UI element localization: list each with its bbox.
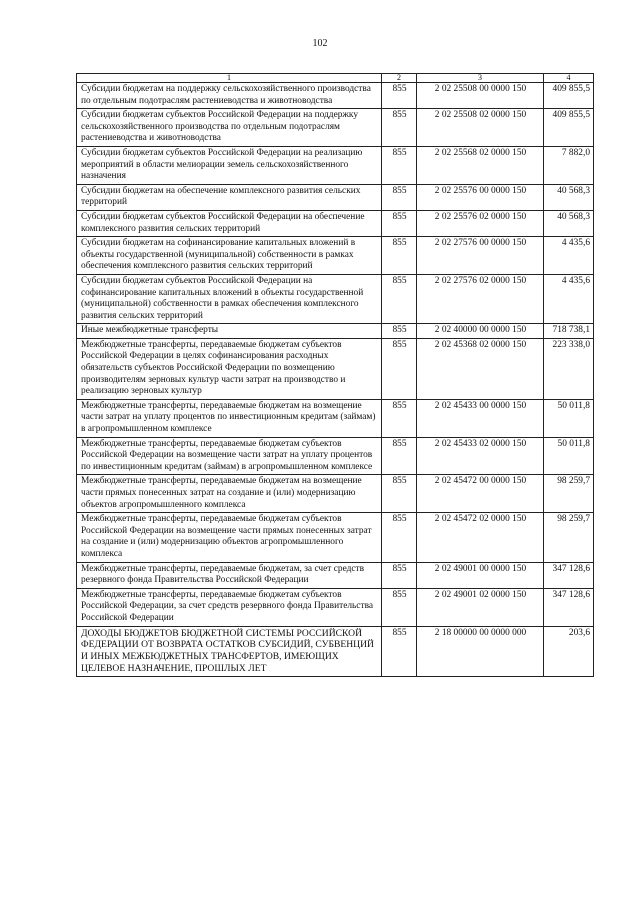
row-admin-code-cell: 855 (382, 588, 417, 626)
table-row (77, 210, 594, 236)
row-name-cell: Межбюджетные трансферты, передаваемые бюджетам, за счет средств резервного фонда Правительства Российской Федерации (77, 562, 382, 588)
row-admin-code-cell: 855 (382, 184, 417, 210)
row-admin-code-cell: 855 (382, 274, 417, 323)
table-row (77, 475, 594, 513)
table-row (77, 83, 594, 109)
row-amount-cell: 7 882,0 (544, 146, 594, 184)
row-admin-code-cell: 855 (382, 338, 417, 399)
table-row (77, 109, 594, 147)
row-amount-cell: 40 568,3 (544, 210, 594, 236)
row-admin-code-cell: 855 (382, 324, 417, 339)
table-row (77, 237, 594, 275)
row-name-cell: Межбюджетные трансферты, передаваемые бюджетам субъектов Российской Федерации в целях софинансирования расходных обязательств субъектов Российской Федерации по возмещению производителям зерновых культур части затрат на производство и реализацию зерновых культур (77, 338, 382, 399)
row-admin-code-cell: 855 (382, 109, 417, 147)
table-row (77, 146, 594, 184)
row-name-cell: Субсидии бюджетам субъектов Российской Федерации на софинансирование капитальных вложений в объекты государственной (муниципальной) собственности в рамках обеспечения комплексного развития сельских территорий (77, 274, 382, 323)
table-row (77, 399, 594, 437)
row-revenue-code-cell: 2 02 25576 00 0000 150 (417, 184, 544, 210)
row-revenue-code-cell: 2 02 45472 02 0000 150 (417, 513, 544, 562)
row-name-cell: Межбюджетные трансферты, передаваемые бюджетам субъектов Российской Федерации на возмещение части затрат на уплату процентов по инвестиционным кредитам (займам) в агропромышленном комплексе (77, 437, 382, 475)
row-amount-cell: 203,6 (544, 626, 594, 676)
table-row (77, 324, 594, 339)
row-revenue-code-cell: 2 02 25508 00 0000 150 (417, 83, 544, 109)
row-revenue-code-cell: 2 02 25508 02 0000 150 (417, 109, 544, 147)
row-amount-cell: 409 855,5 (544, 109, 594, 147)
row-admin-code-cell: 855 (382, 475, 417, 513)
row-admin-code-cell: 855 (382, 562, 417, 588)
table-row (77, 562, 594, 588)
row-amount-cell: 50 011,8 (544, 399, 594, 437)
row-admin-code-cell: 855 (382, 83, 417, 109)
row-admin-code-cell: 855 (382, 513, 417, 562)
row-name-cell: Иные межбюджетные трансферты (77, 324, 382, 339)
row-revenue-code-cell: 2 02 45368 02 0000 150 (417, 338, 544, 399)
row-name-cell: Субсидии бюджетам на софинансирование капитальных вложений в объекты государственной (муниципальной) собственности в рамках обеспечения комплексного развития сельских территорий (77, 237, 382, 275)
table-row (77, 626, 594, 676)
row-admin-code-cell: 855 (382, 399, 417, 437)
row-amount-cell: 718 738,1 (544, 324, 594, 339)
column-number-1: 1 (77, 74, 382, 83)
budget-revenue-table (76, 73, 594, 677)
column-number-2: 2 (382, 74, 417, 83)
column-number-3: 3 (417, 74, 544, 83)
row-amount-cell: 347 128,6 (544, 562, 594, 588)
row-revenue-code-cell: 2 02 40000 00 0000 150 (417, 324, 544, 339)
row-revenue-code-cell: 2 02 45433 02 0000 150 (417, 437, 544, 475)
table-row (77, 274, 594, 323)
row-admin-code-cell: 855 (382, 237, 417, 275)
row-amount-cell: 40 568,3 (544, 184, 594, 210)
row-amount-cell: 98 259,7 (544, 513, 594, 562)
row-amount-cell: 223 338,0 (544, 338, 594, 399)
row-name-cell: Межбюджетные трансферты, передаваемые бюджетам на возмещение части прямых понесенных затрат на создание и (или) модернизацию объектов агропромышленного комплекса (77, 475, 382, 513)
table-row (77, 588, 594, 626)
row-amount-cell: 409 855,5 (544, 83, 594, 109)
row-revenue-code-cell: 2 02 25576 02 0000 150 (417, 210, 544, 236)
row-revenue-code-cell: 2 02 45472 00 0000 150 (417, 475, 544, 513)
row-amount-cell: 50 011,8 (544, 437, 594, 475)
row-revenue-code-cell: 2 02 27576 00 0000 150 (417, 237, 544, 275)
column-number-row (77, 74, 594, 83)
row-admin-code-cell: 855 (382, 146, 417, 184)
row-name-cell: Субсидии бюджетам субъектов Российской Федерации на поддержку сельскохозяйственного производства по отдельным подотраслям растениеводства и животноводства (77, 109, 382, 147)
row-amount-cell: 4 435,6 (544, 274, 594, 323)
row-name-cell: Межбюджетные трансферты, передаваемые бюджетам субъектов Российской Федерации, за счет средств резервного фонда Правительства Российской Федерации (77, 588, 382, 626)
table-row (77, 513, 594, 562)
row-name-cell: Субсидии бюджетам субъектов Российской Федерации на обеспечение комплексного развития сельских территорий (77, 210, 382, 236)
row-admin-code-cell: 855 (382, 626, 417, 676)
column-number-4: 4 (544, 74, 594, 83)
row-name-cell: Межбюджетные трансферты, передаваемые бюджетам субъектов Российской Федерации на возмещение части прямых понесенных затрат на создание и (или) модернизацию объектов агропромышленного комплекса (77, 513, 382, 562)
row-amount-cell: 347 128,6 (544, 588, 594, 626)
row-amount-cell: 4 435,6 (544, 237, 594, 275)
row-name-cell: ДОХОДЫ БЮДЖЕТОВ БЮДЖЕТНОЙ СИСТЕМЫ РОССИЙСКОЙ ФЕДЕРАЦИИ ОТ ВОЗВРАТА ОСТАТКОВ СУБСИДИЙ, СУБВЕНЦИЙ И ИНЫХ МЕЖБЮДЖЕТНЫХ ТРАНСФЕРТОВ, ИМЕЮЩИХ ЦЕЛЕВОЕ НАЗНАЧЕНИЕ, ПРОШЛЫХ ЛЕТ (77, 626, 382, 676)
row-revenue-code-cell: 2 02 45433 00 0000 150 (417, 399, 544, 437)
row-name-cell: Межбюджетные трансферты, передаваемые бюджетам на возмещение части затрат на уплату процентов по инвестиционным кредитам (займам) в агропромышленном комплексе (77, 399, 382, 437)
table-body (77, 74, 594, 677)
row-admin-code-cell: 855 (382, 437, 417, 475)
row-name-cell: Субсидии бюджетам на обеспечение комплексного развития сельских территорий (77, 184, 382, 210)
row-revenue-code-cell: 2 18 00000 00 0000 000 (417, 626, 544, 676)
table-row (77, 437, 594, 475)
row-revenue-code-cell: 2 02 27576 02 0000 150 (417, 274, 544, 323)
table-row (77, 338, 594, 399)
row-name-cell: Субсидии бюджетам на поддержку сельскохозяйственного производства по отдельным подотраслям растениеводства и животноводства (77, 83, 382, 109)
row-revenue-code-cell: 2 02 49001 02 0000 150 (417, 588, 544, 626)
row-admin-code-cell: 855 (382, 210, 417, 236)
row-revenue-code-cell: 2 02 49001 00 0000 150 (417, 562, 544, 588)
row-name-cell: Субсидии бюджетам субъектов Российской Федерации на реализацию мероприятий в области мелиорации земель сельскохозяйственного назначения (77, 146, 382, 184)
row-revenue-code-cell: 2 02 25568 02 0000 150 (417, 146, 544, 184)
page-number: 102 (312, 38, 328, 49)
row-amount-cell: 98 259,7 (544, 475, 594, 513)
table-row (77, 184, 594, 210)
